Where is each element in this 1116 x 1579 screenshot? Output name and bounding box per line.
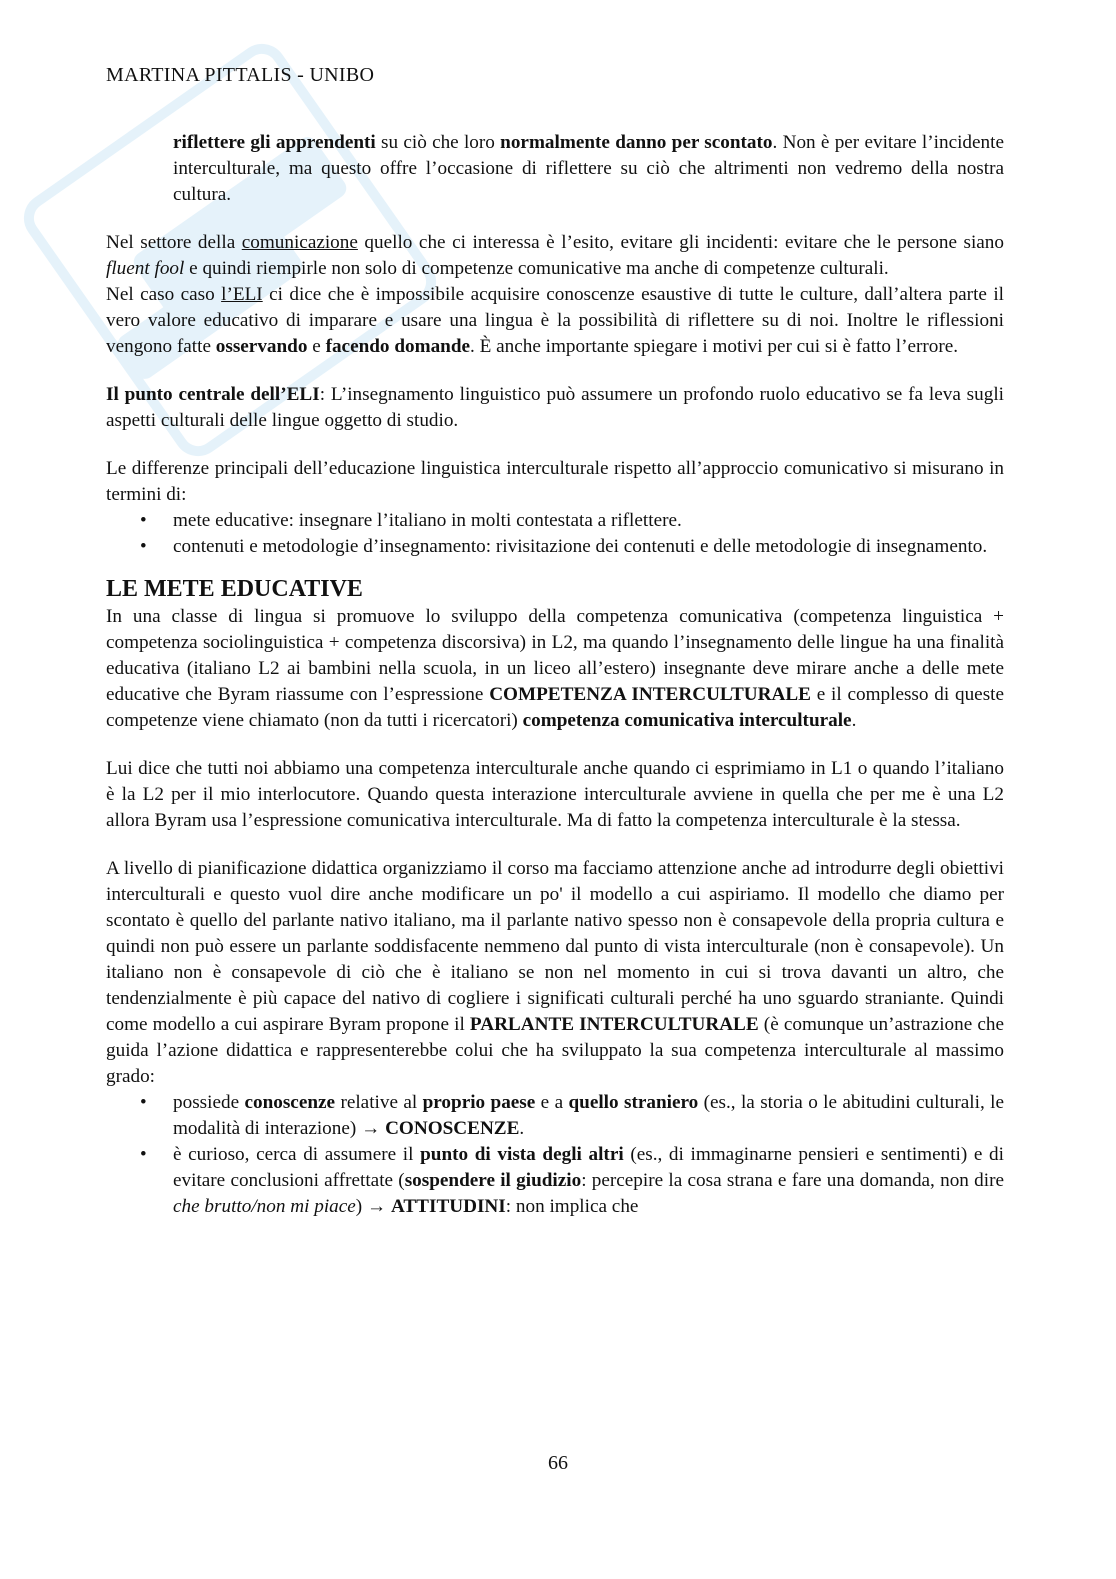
list-item: • contenuti e metodologie d’insegnamento: rivisitazione dei contenuti e delle metodologie di insegnamento. (106, 534, 1004, 560)
page-content (106, 130, 1004, 1220)
paragraph-central-point: Il punto centrale dell’ELI: L’insegnamento linguistico può assumere un profondo ruolo educativo se fa leva sugli aspetti culturali delle lingue oggetto di studio. (106, 384, 1005, 431)
paragraph-language-class: In una classe di lingua si promuove lo sviluppo della competenza comunicativa (competenza linguistica + competenza sociolinguistica + competenza discorsiva) in L2, ma quando l’insegnamento delle lingue ha una finalità educativa (italiano L2 ai bambini nella scuola, in un liceo all’estero) insegnante deve mirare anche a delle mete educative che Byram riassume con l’espressione COMPETENZA INTERCULTURALE e il complesso di queste competenze viene chiamato (non da tutti i ricercatori) competenza comunicativa interculturale. (106, 606, 1005, 731)
section-heading: LE METE EDUCATIVE (106, 576, 363, 602)
page-number: 66 (548, 1452, 568, 1474)
list-item: • è curioso, cerca di assumere il punto di vista degli altri (es., di immaginarne pensieri e sentimenti) e di evitare conclusioni affrettate (sospendere il giudizio: percepire la cosa strana e fare una domanda, non dire che brutto/non mi piace) → ATTITUDINI: non implica che (106, 1142, 1004, 1220)
differences-list (106, 508, 1004, 560)
paragraph-planning: A livello di pianificazione didattica organizziamo il corso ma facciamo attenzione anche ad introdurre degli obiettivi interculturali e questo vuol dire anche modificare un po' il modello a cui aspiriamo. Il modello che diamo per scontato è quello del parlante nativo italiano, ma il parlante nativo spesso non è consapevole della propria cultura e quindi non può essere un parlante soddisfacente nemmeno dal punto di vista interculturale (non è consapevole). Un italiano non è consapevole di ciò che è italiano se non nel momento in cui si trova davanti un altro, che tendenzialmente è più capace del nativo di cogliere i significati culturali perché ha uno sguardo straniante. Quindi come modello a cui aspirare Byram propone il PARLANTE INTERCULTURALE (è comunque un’astrazione che guida l’azione didattica e rappresenterebbe colui che ha sviluppato la sua competenza interculturale al massimo grado: (106, 858, 1005, 1087)
paragraph-differences: Le differenze principali dell’educazione linguistica interculturale rispetto all’approccio comunicativo si misurano in termini di: (106, 458, 1004, 505)
speaker-traits-list (106, 1090, 1004, 1220)
list-item: • possiede conoscenze relative al proprio paese e a quello straniero (es., la storia o le abitudini culturali, le modalità di interazione) → CONOSCENZE. (106, 1090, 1004, 1142)
paragraph-communication: Nel settore della comunicazione quello che ci interessa è l’esito, evitare gli incidenti: evitare che le persone siano fluent fool e quindi riempirle non solo di competenze comunicative ma anche di competenze culturali. (106, 232, 1004, 279)
paragraph-eli: Nel caso caso l’ELI ci dice che è impossibile acquisire conoscenze esaustive di tutte le culture, dall’altera parte il vero valore educativo di imparare e usare una lingua è la possibilità di riflettere su di noi. Inoltre le riflessioni vengono fatte osservando e facendo domande. È anche importante spiegare i motivi per cui si è fatto l’errore. (106, 284, 1004, 357)
list-item: • mete educative: insegnare l’italiano in molti contestata a riflettere. (106, 508, 1004, 534)
page-header: MARTINA PITTALIS - UNIBO (106, 64, 375, 86)
paragraph-reflection: riflettere gli apprendenti su ciò che loro normalmente danno per scontato. Non è per evitare l’incidente interculturale, ma questo offre l’occasione di riflettere su ciò che altrimenti non vedremo della nostra cultura. (173, 132, 1004, 205)
paragraph-byram: Lui dice che tutti noi abbiamo una competenza interculturale anche quando ci esprimiamo in L1 o quando l’italiano è la L2 per il mio interlocutore. Quando questa interazione interculturale avviene in quella che per me è una L2 allora Byram usa l’espressione comunicativa interculturale. Ma di fatto la competenza interculturale è la stessa. (106, 758, 1004, 831)
